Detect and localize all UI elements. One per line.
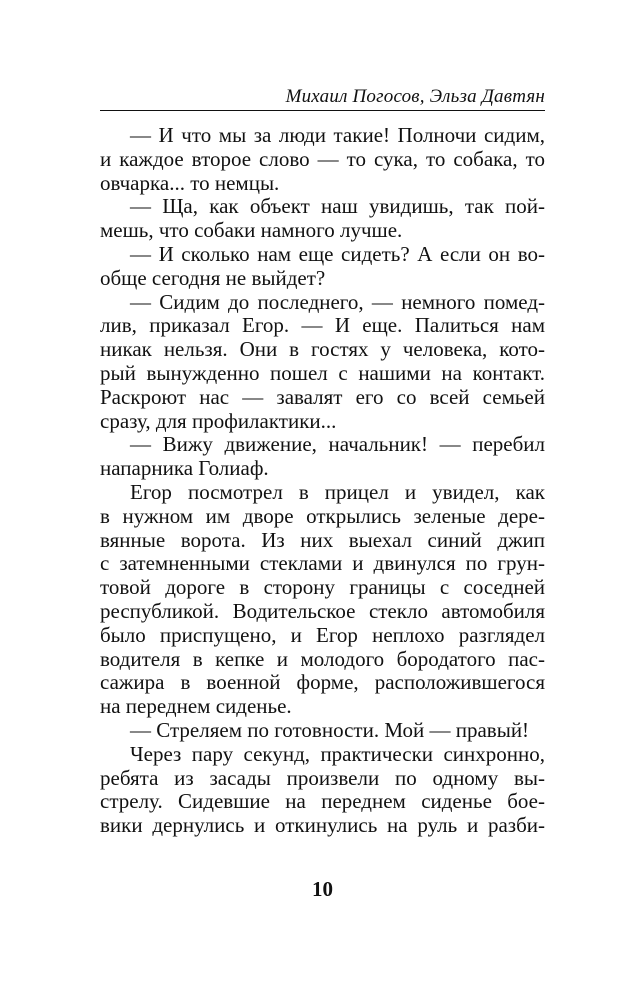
text-line: было приспущено, и Егор неплохо разглядел: [100, 622, 545, 647]
text-line: — Сидим до последнего, — немного помед-: [130, 289, 545, 314]
text-line: вики дернулись и откинулись на руль и разби-: [100, 813, 545, 838]
text-line: товой дороге в сторону границы с соседней: [100, 575, 545, 600]
text-line: — Стреляем по готовности. Мой — правый!: [130, 717, 530, 742]
text-line: республикой. Водительское стекло автомобиля: [100, 598, 545, 623]
text-line: рый вынужденно пошел с нашими на контакт.: [100, 360, 545, 385]
text-line: сажира в военной форме, расположившегося: [100, 670, 545, 695]
text-line: Через пару секунд, практически синхронно,: [130, 741, 545, 766]
text-line: стрелу. Сидевшие на переднем сиденье бое-: [100, 789, 545, 814]
running-header: Михаил Погосов, Эльза Давтян: [285, 86, 545, 107]
text-line: обще сегодня не выйдет?: [100, 265, 326, 290]
text-line: Егор посмотрел в прицел и увидел, как: [130, 479, 545, 504]
text-line: водителя в кепке и молодого бородатого пас-: [100, 646, 545, 671]
text-line: никак нельзя. Они в гостях у человека, кото-: [100, 337, 545, 362]
text-line: — И что мы за люди такие! Полночи сидим,: [130, 123, 545, 147]
text-line: — Вижу движение, начальник! — перебил: [130, 432, 545, 457]
text-line: — И сколько нам еще сидеть? А если он во-: [130, 241, 545, 266]
text-line: ребята из засады произвели по одному вы-: [100, 765, 545, 790]
text-line: овчарка... то немцы.: [100, 170, 280, 195]
text-line: Раскроют нас — завалят его со всей семьей: [100, 384, 545, 409]
body-text: [100, 124, 545, 838]
text-line: с затемненными стеклами и двинулся по грун-: [100, 551, 545, 576]
header-divider: [100, 110, 545, 111]
text-line: сразу, для профилактики...: [100, 408, 337, 433]
text-line: вянные ворота. Из них выехал синий джип: [100, 527, 545, 552]
text-line: напарника Голиаф.: [100, 456, 269, 481]
text-line: лив, приказал Егор. — И еще. Палиться нам: [100, 313, 545, 338]
page-number: 10: [312, 877, 333, 901]
text-line: и каждое второе слово — то сука, то собака, то: [100, 146, 545, 171]
text-line: в нужном им дворе открылись зеленые дере-: [100, 503, 545, 528]
text-line: — Ща, как объект наш увидишь, так пой-: [130, 194, 545, 219]
text-line: мешь, что собаки намного лучше.: [100, 218, 403, 243]
text-line: на переднем сиденье.: [100, 694, 292, 719]
